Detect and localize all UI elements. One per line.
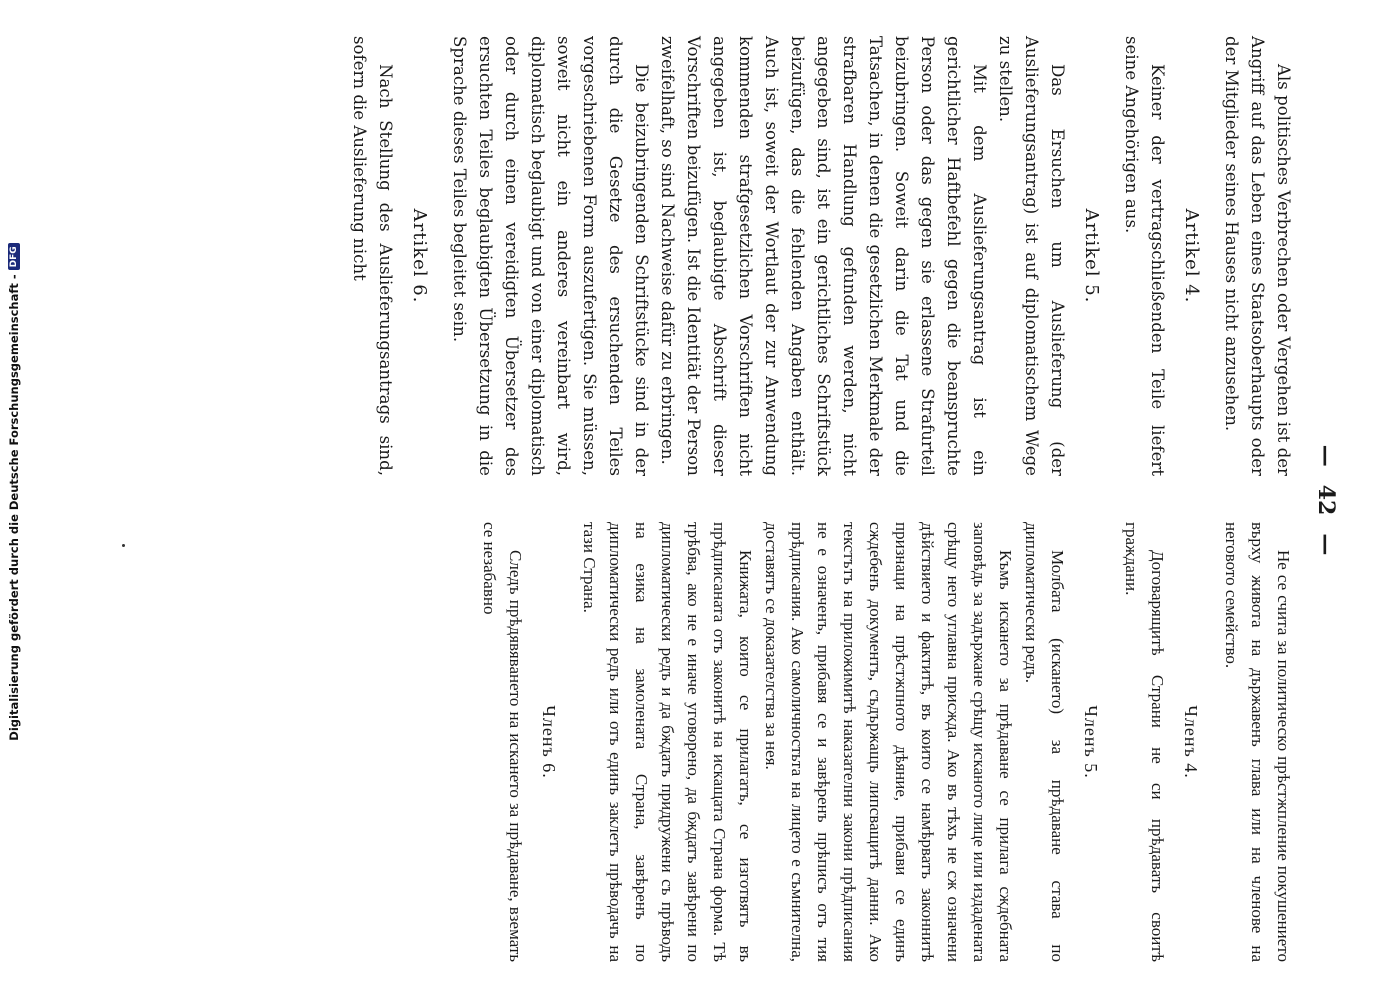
header-dash-right: —	[1313, 533, 1339, 556]
bg-art5-p2: Къмъ искането за прѣдаване се прилага сждебната заповѣдь за задържане срѣщу исканото лице или издадената срѣщу него углавна присжда. Ако въ тѣхъ не сж означени дѣйствието и фактитѣ, въ които се намѣрватъ законнитѣ признаци на прѣстжпното дѣяние, прибави се единъ сждебенъ документъ, съдържащъ липсващитѣ данни. Ако текстътъ на приложимитѣ наказателни закони прѣдписания не е означенъ, прибавя се и завѣренъ прѣписъ отъ тия прѣдписания. Ако самоличностьта на лицето е съмнителна, доставятъ се доказателства за нея.	[762, 522, 1015, 962]
bg-art5-heading: Членъ 5.	[1081, 705, 1101, 779]
bulgarian-column	[206, 522, 1296, 962]
german-column	[206, 36, 1296, 476]
bg-art4-heading: Членъ 4.	[1181, 705, 1201, 779]
credit-text: Digitalisierung gefördert durch die Deutsche Forschungsgemeinschaft	[7, 283, 21, 741]
de-art5-heading: Artikel 5.	[1081, 208, 1102, 304]
rotated-page	[191, 0, 1354, 1000]
bg-intro: Не се счита за политическо прѣстжпление покушението върху живота на държавенъ глава или на членове на неговото семейство.	[1222, 522, 1293, 962]
bg-art5-p3: Книжата, които се прилагатъ, се изготвятъ въ прѣдписаната отъ законитѣ на искащата Страна форма. Тѣ трѣбва, ако не е иначе уговорено, да бждатъ завѣрени по дипломатически редъ и да бждатъ придружени съ прѣводъ на езика на замолената Страна, завѣренъ по дипломатически редъ или отъ единъ заклетъ прѣводачъ на тази Страна.	[580, 522, 755, 962]
bg-art6-text: Следъ прѣдявяването на искането за прѣдаване, вземать се незабавно	[480, 522, 525, 962]
bg-art4-text: Договарящитѣ Страни не си прѣдаватъ своитѣ граждани.	[1122, 522, 1167, 962]
de-art6-text: Nach Stellung des Auslieferungsantrags sind, sofern die Auslieferung nicht	[350, 36, 395, 476]
digitization-credit: Digitalisierung gefördert durch die Deutsche Forschungsgemeinschaft - DFG	[4, 0, 24, 992]
de-art5-p2: Mit dem Auslieferungsantrag ist ein gerichtlicher Haftbefehl gegen die beanspruchte Person oder das gegen sie erlassene Strafurteil beizubringen. Soweit darin die Tat und die Tatsachen, in denen die gesetzlichen Merkmale der strafbaren Handlung gefunden werden, nicht angegeben sind, ist ein gerichtliches Schriftstück beizufügen, das die fehlenden Angaben enthält. Auch ist, soweit der Wortlaut der zur Anwendung kommenden strafgesetzlichen Vorschriften nicht angegeben ist, beglaubigte Abschrift dieser Vorschriften beizufügen. Ist die Identität der Person zweifelhaft, so sind Nachweise dafür zu erbringen.	[658, 36, 989, 476]
de-art5-p3: Die beizubringenden Schriftstücke sind in der durch die Gesetze des ersuchenden Teiles vorgeschriebenen Form auszufertigen. Sie müssen, soweit nicht ein anderes vereinbart wird, diplomatisch beglaubigt und von einer diplomatisch oder durch einen vereidigten Übersetzer des ersuchten Teiles beglaubigten Übersetzung in die Sprache dieses Teiles begleitet sein.	[450, 36, 651, 476]
de-art4-text: Keiner der vertragschließenden Teile liefert seine Angehörigen aus.	[1122, 36, 1167, 476]
dfg-logo-icon: DFG	[8, 243, 20, 270]
de-art5-p1: Das Ersuchen um Auslieferung (der Auslieferungsantrag) ist auf diplomatischem Wege zu stellen.	[996, 36, 1067, 476]
de-art4-heading: Artikel 4.	[1181, 208, 1202, 304]
bg-art6-heading: Членъ 6.	[539, 705, 559, 779]
header-dash-left: —	[1313, 444, 1339, 467]
scan-speck	[122, 544, 125, 547]
page-header	[1306, 0, 1346, 1000]
de-art6-heading: Artikel 6.	[409, 208, 430, 304]
de-intro: Als politisches Verbrechen oder Vergehen ist der Angriff auf das Leben eines Staatsoberhaupts oder der Mitglieder seines Hauses nicht anzusehen.	[1222, 36, 1293, 476]
bg-art5-p1: Молбата (искането) за прѣдаване става по дипломатически редъ.	[1022, 522, 1067, 962]
page-number: 42	[1313, 484, 1339, 516]
